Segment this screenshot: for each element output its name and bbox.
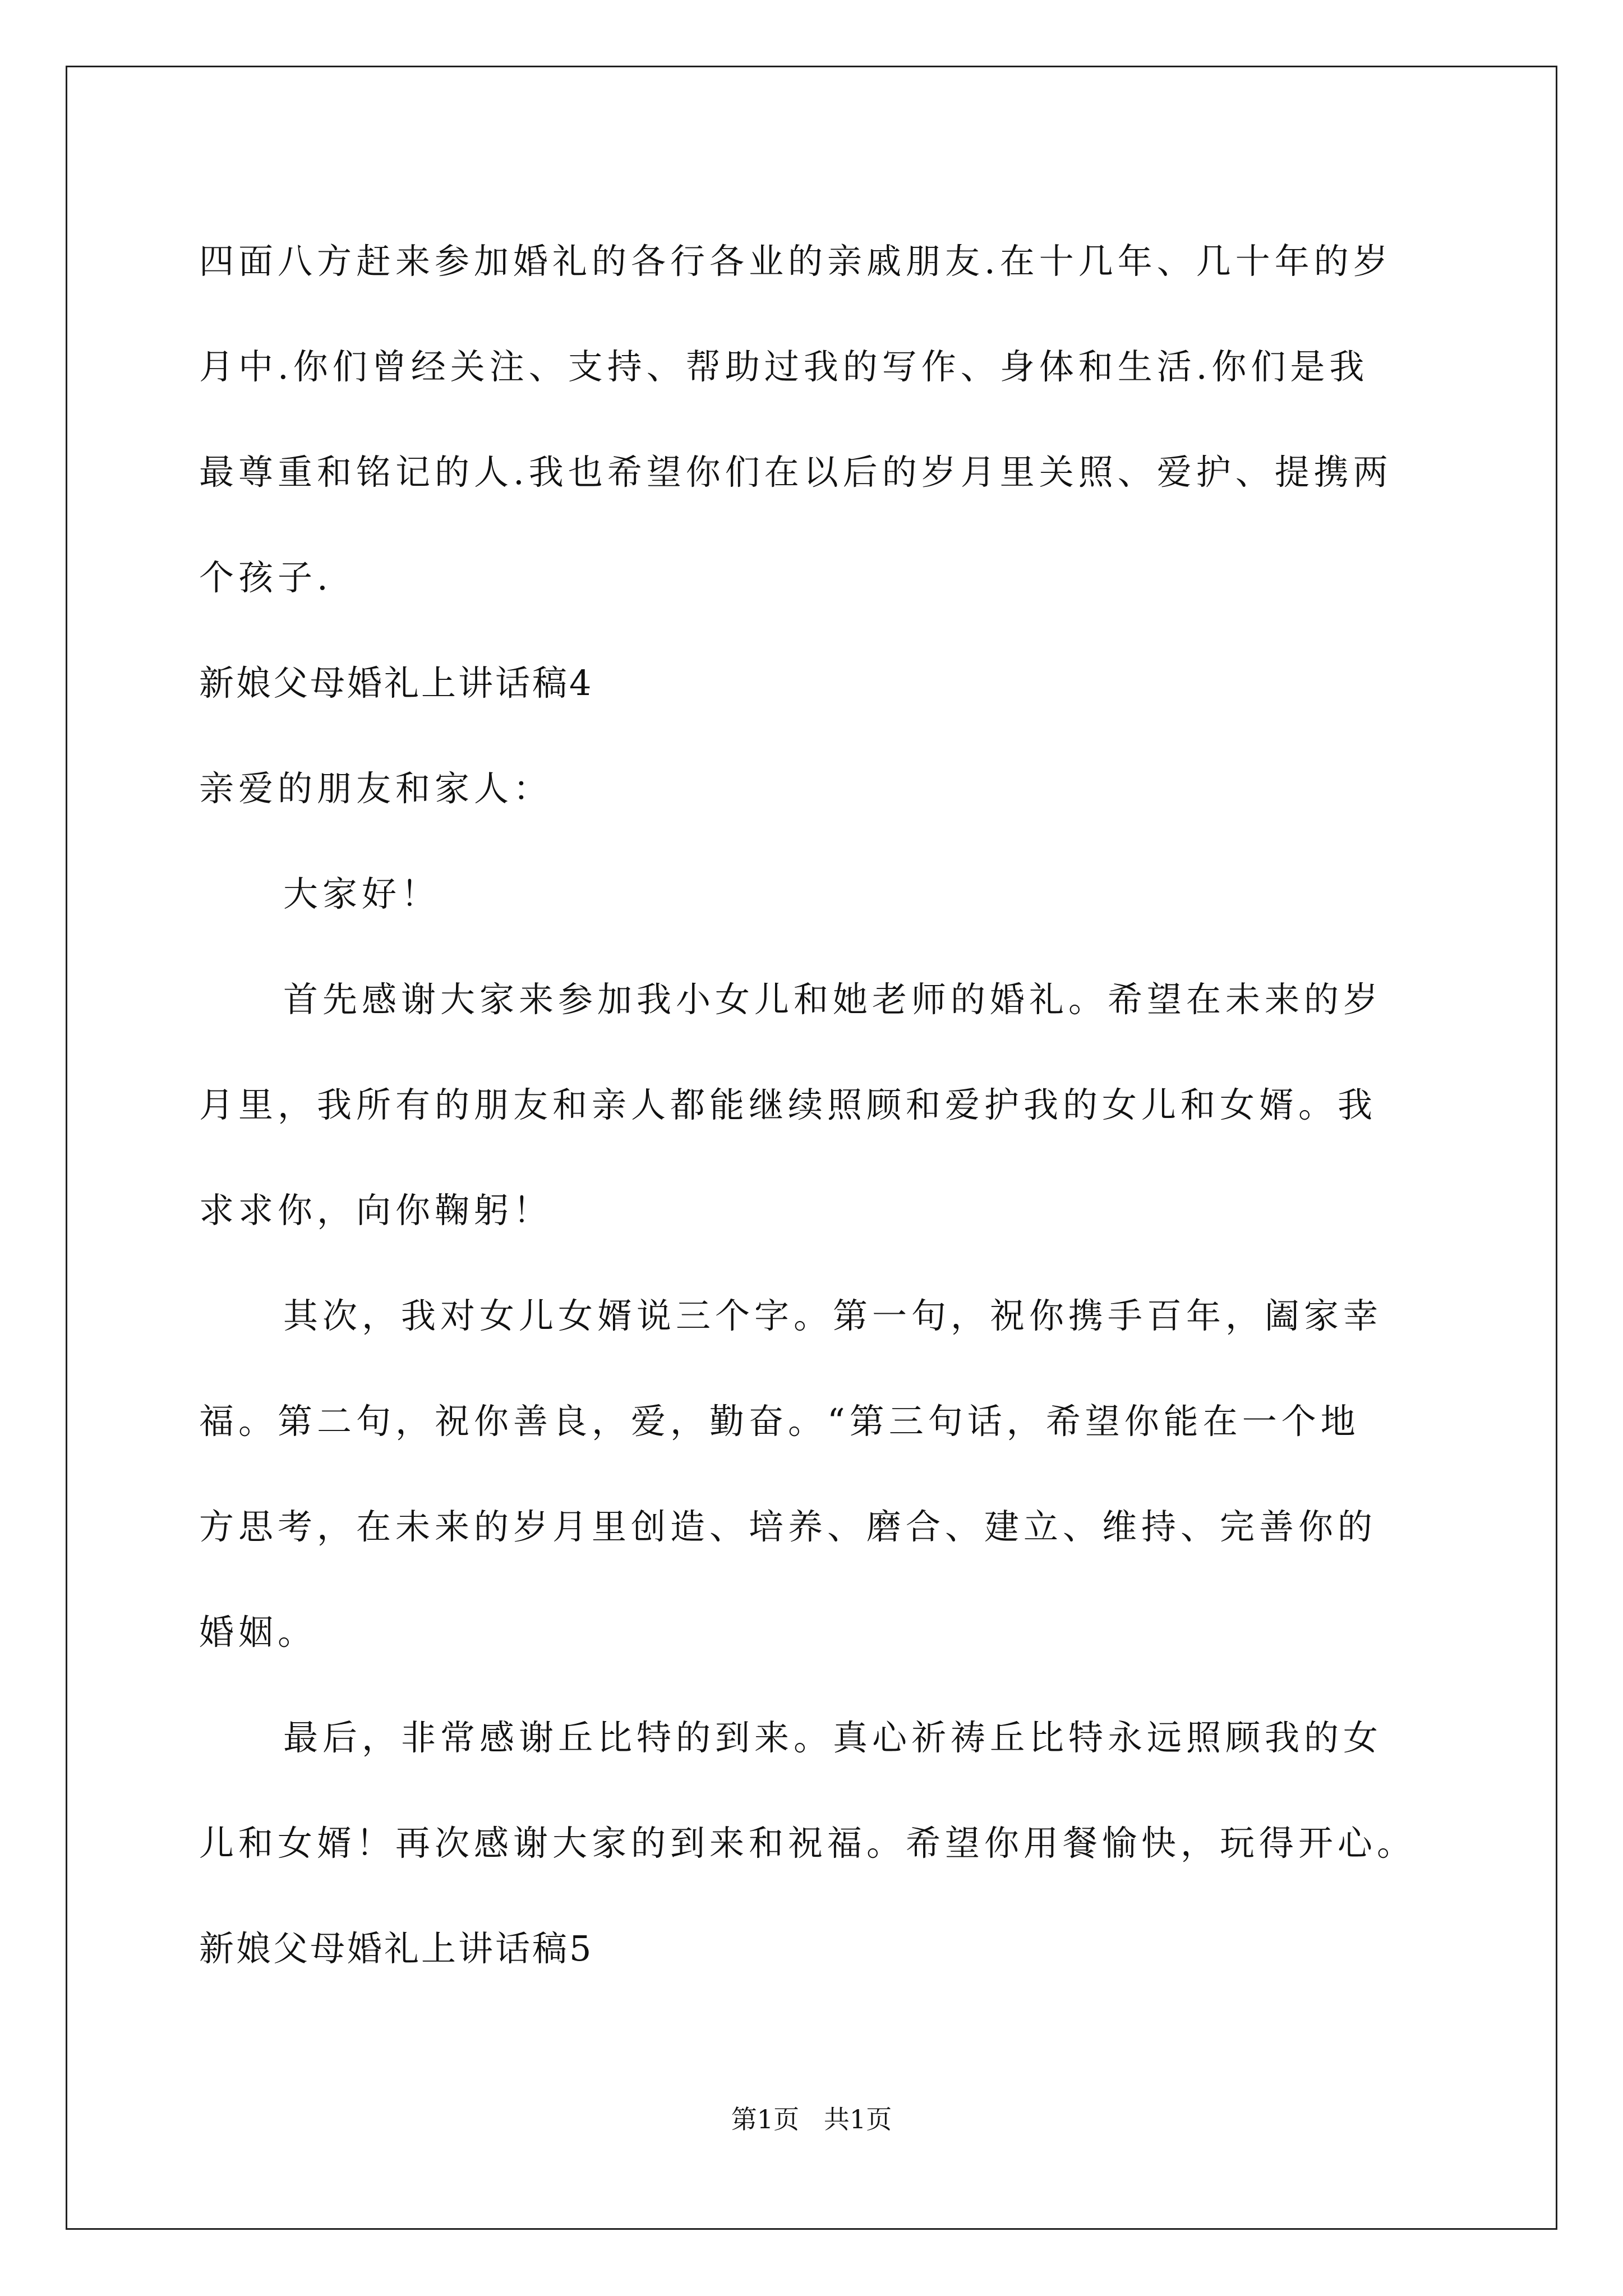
text-line: 个孩子.	[199, 557, 333, 598]
text-line: 其次，我对女儿女婿说三个字。第一句，祝你携手百年，阖家幸	[283, 1295, 1383, 1336]
section-heading: 新娘父母婚礼上讲话稿5	[199, 1928, 594, 1969]
greeting: 大家好！	[283, 873, 441, 914]
text-line: 婚姻。	[199, 1612, 317, 1653]
salutation: 亲爱的朋友和家人：	[199, 768, 553, 809]
text-line: 最尊重和铭记的人.我也希望你们在以后的岁月里关照、爱护、提携两	[199, 452, 1393, 493]
text-line: 四面八方赶来参加婚礼的各行各业的亲戚朋友.在十几年、几十年的岁	[199, 241, 1393, 282]
text-line: 儿和女婿！再次感谢大家的到来和祝福。希望你用餐愉快，玩得开心。	[199, 1823, 1417, 1864]
document-body	[199, 209, 1461, 2001]
section-heading: 新娘父母婚礼上讲话稿4	[199, 662, 594, 703]
text-line: 月中.你们曾经关注、支持、帮助过我的写作、身体和生活.你们是我	[199, 346, 1369, 387]
text-line: 首先感谢大家来参加我小女儿和她老师的婚礼。希望在未来的岁	[283, 979, 1383, 1020]
text-line: 最后，非常感谢丘比特的到来。真心祈祷丘比特永远照顾我的女	[283, 1717, 1383, 1758]
text-line: 福。第二句，祝你善良，爱，勤奋。“第三句话，希望你能在一个地	[199, 1401, 1360, 1442]
text-line: 月里，我所有的朋友和亲人都能继续照顾和爱护我的女儿和女婿。我	[199, 1084, 1377, 1125]
text-line: 方思考，在未来的岁月里创造、培养、磨合、建立、维持、完善你的	[199, 1506, 1377, 1547]
text-line: 求求你，向你鞠躬！	[199, 1190, 553, 1231]
page-footer: 第1页 共1页	[731, 2104, 892, 2134]
